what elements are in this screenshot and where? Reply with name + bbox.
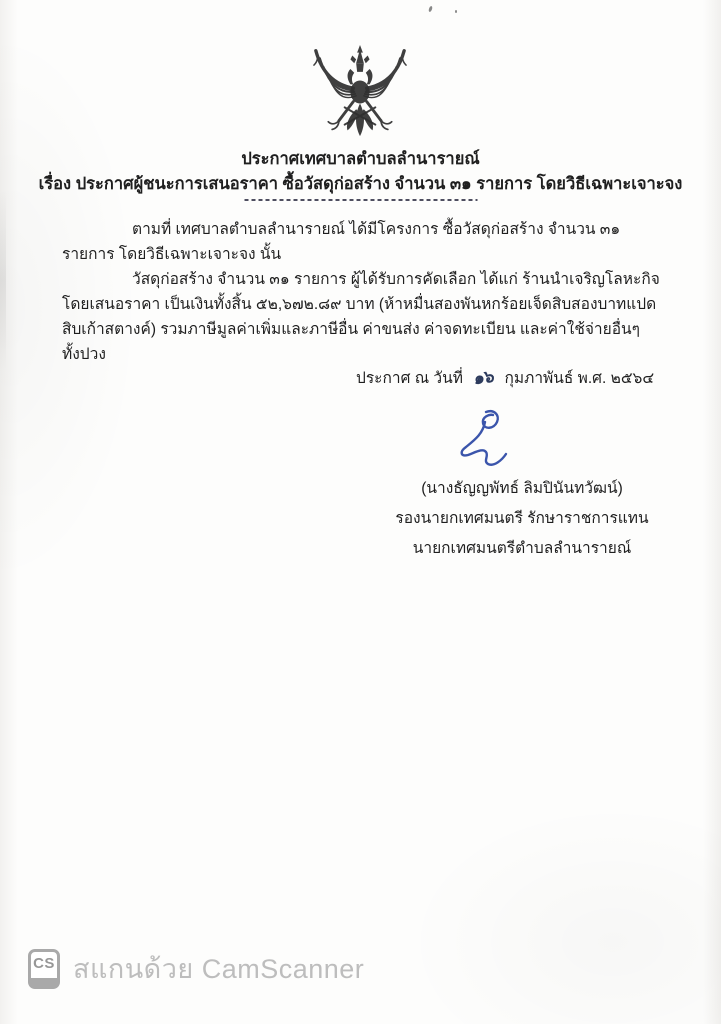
signature-block <box>386 474 658 564</box>
signer-name: (นางธัญญพัทธ์ ลิมปินันทวัฒน์) <box>421 480 623 497</box>
garuda-emblem-icon <box>301 44 419 140</box>
document-body <box>62 217 660 367</box>
paragraph-2: วัสดุก่อสร้าง จำนวน ๓๑ รายการ ผู้ได้รับการคัดเลือก ได้แก่ ร้านนำเจริญโลหะกิจ โดยเสนอราคา เป็นเงินทั้งสิ้น ๕๒,๖๗๒.๘๙ บาท (ห้าหมื่นสองพันหกร้อยเจ็ดสิบสองบาทแปดสิบเก้าสตางค์) รวมภาษีมูลค่าเพิ่มและภาษีอื่น ค่าขนส่ง ค่าจดทะเบียน และค่าใช้จ่ายอื่นๆ ทั้งปวง <box>62 271 660 363</box>
handwritten-day: ๑๖ <box>473 366 494 389</box>
camscanner-logo-label: CS <box>33 954 55 972</box>
paragraph-1: ตามที่ เทศบาลตำบลลำนารายณ์ ได้มีโครงการ ซื้อวัสดุก่อสร้าง จำนวน ๓๑ รายการ โดยวิธีเฉพาะเจาะจง นั้น <box>62 221 621 263</box>
document-subject: เรื่อง ประกาศผู้ชนะการเสนอราคา ซื้อวัสดุก่อสร้าง จำนวน ๓๑ รายการ โดยวิธีเฉพาะเจาะจง <box>38 175 683 193</box>
camscanner-logo-icon <box>28 949 60 989</box>
announcement-date-line <box>356 364 654 391</box>
date-suffix: กุมภาพันธ์ พ.ศ. ๒๕๖๔ <box>504 370 655 387</box>
signer-position-line2: นายกเทศมนตรีตำบลลำนารายณ์ <box>412 540 632 557</box>
camscanner-watermark-text: สแกนด้วย CamScanner <box>73 954 365 984</box>
signer-position-line1: รองนายกเทศมนตรี รักษาราชการแทน <box>395 510 649 527</box>
document-title: ประกาศเทศบาลตำบลลำนารายณ์ <box>241 150 480 168</box>
signature-scribble-icon <box>446 407 520 473</box>
separator-dashed-line <box>244 199 477 201</box>
scan-edge-smudge <box>0 190 6 370</box>
date-prefix: ประกาศ ณ วันที่ <box>356 370 463 387</box>
camscanner-watermark <box>28 947 364 990</box>
scan-speck <box>428 6 433 13</box>
scan-speck <box>455 10 457 13</box>
